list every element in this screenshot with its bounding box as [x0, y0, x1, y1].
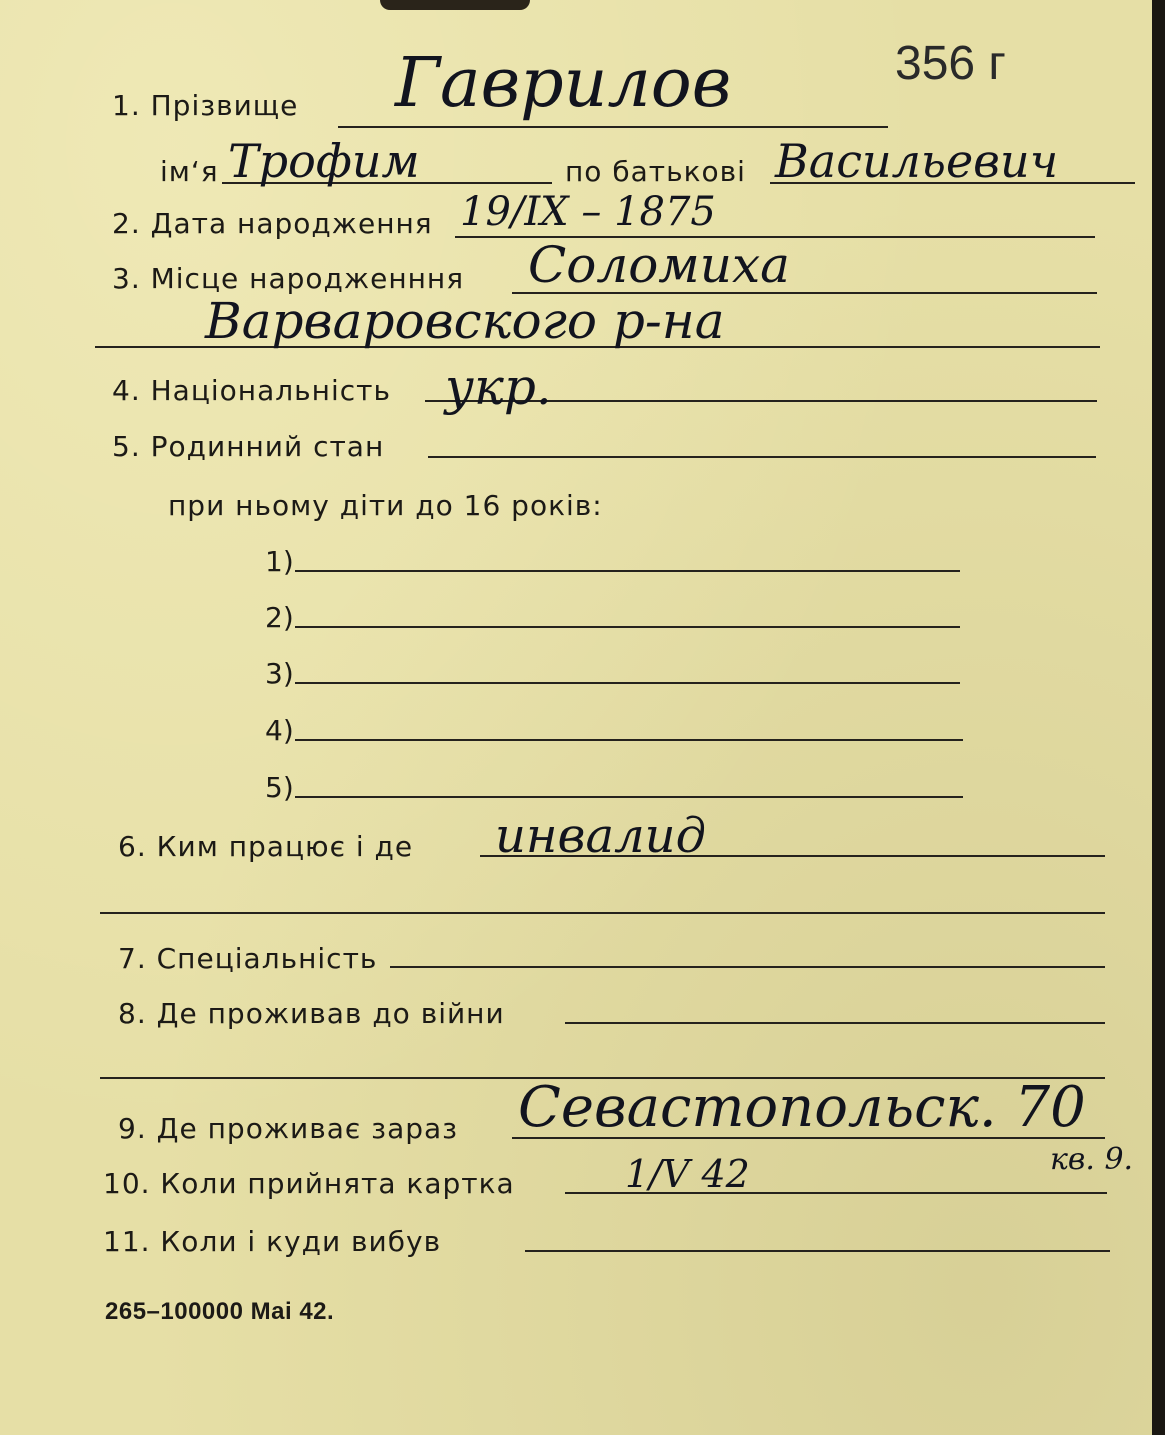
specialty-line	[390, 966, 1105, 968]
current-residence-apartment: кв. 9.	[1050, 1142, 1134, 1177]
patronymic-value: Васильевич	[775, 134, 1059, 188]
accepted-date-value: 1/V 42	[625, 1152, 750, 1196]
child-line-2	[295, 626, 960, 628]
work-line-2	[100, 912, 1105, 914]
nationality-label: 4. Національність	[112, 374, 391, 407]
patronymic-label: по батькові	[565, 155, 746, 188]
nationality-value: укр.	[445, 358, 552, 416]
child-line-4	[295, 739, 963, 741]
child-line-1	[295, 570, 960, 572]
accepted-date-label: 10. Коли прийнята картка	[103, 1167, 515, 1200]
family-status-line	[428, 456, 1096, 458]
child-line-5	[295, 796, 963, 798]
departure-label: 11. Коли і куди вибув	[103, 1225, 442, 1258]
card-number: 356 г	[895, 37, 1006, 90]
child-slot-2: 2)	[265, 601, 294, 634]
departure-line	[525, 1250, 1110, 1252]
birthplace-label: 3. Місце народженння	[112, 262, 465, 295]
work-value: инвалид	[495, 808, 706, 864]
name-label: ім‘я	[160, 155, 219, 188]
prewar-residence-label: 8. Де проживав до війни	[118, 997, 505, 1030]
birthplace-value-2: Варваровского р-на	[205, 292, 725, 350]
specialty-label: 7. Спеціальність	[118, 942, 378, 975]
birthdate-value: 19/IX – 1875	[460, 189, 716, 235]
child-slot-5: 5)	[265, 771, 294, 804]
print-mark: 265–100000 Mai 42.	[105, 1298, 335, 1325]
torn-edge	[380, 0, 530, 10]
current-residence-value: Севастопольск. 70	[518, 1075, 1086, 1140]
child-line-3	[295, 682, 960, 684]
child-slot-1: 1)	[265, 545, 294, 578]
current-residence-label: 9. Де проживає зараз	[118, 1112, 459, 1145]
surname-label: 1. Прізвище	[112, 89, 299, 122]
family-status-label: 5. Родинний стан	[112, 430, 385, 463]
name-value: Трофим	[228, 134, 420, 188]
prewar-residence-line	[565, 1022, 1105, 1024]
surname-value: Гаврилов	[395, 44, 732, 123]
work-label: 6. Ким працює і де	[118, 830, 414, 863]
surname-line	[338, 126, 888, 128]
child-slot-3: 3)	[265, 657, 294, 690]
birthdate-label: 2. Дата народження	[112, 207, 433, 240]
children-label: при ньому діти до 16 років:	[168, 489, 603, 522]
child-slot-4: 4)	[265, 714, 294, 747]
birthplace-value-1: Соломиха	[528, 236, 790, 294]
